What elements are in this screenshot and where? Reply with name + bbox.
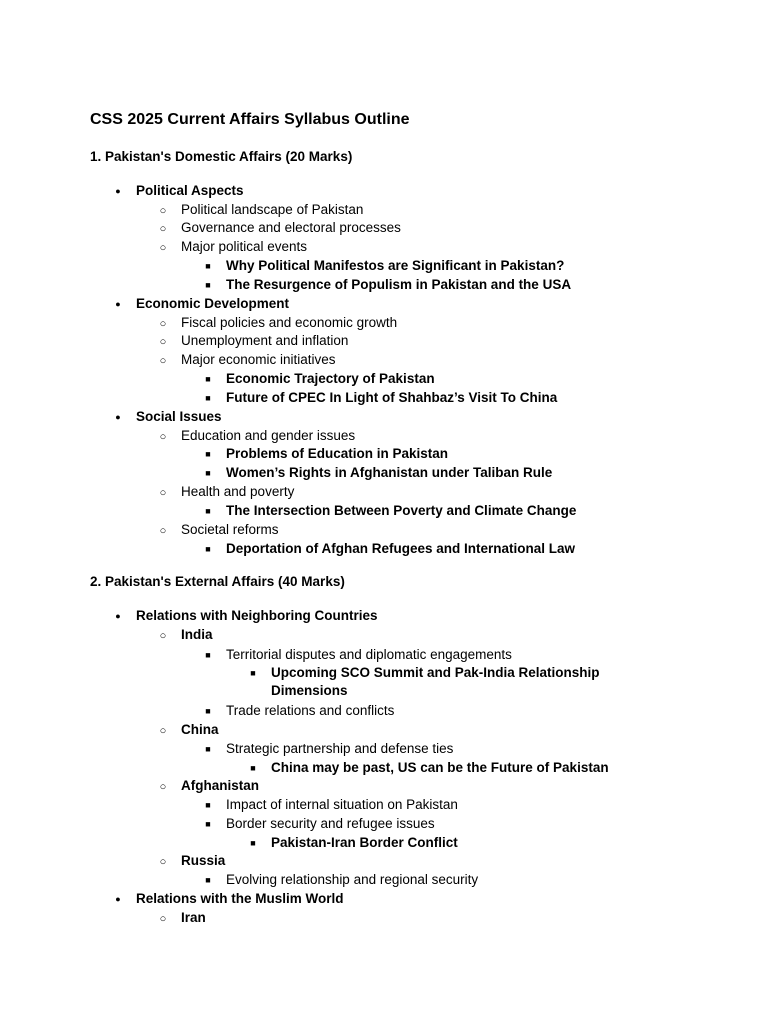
bullet-circle-icon [156,721,170,740]
document-page: CSS 2025 Current Affairs Syllabus Outline 1. Pakistan's Domestic Affairs (20 Marks) ● Political Aspects ○ Political landscape of Pakistan ○ Governance and electoral processes ○ Major political events ■ Why Political Manifestos are Significant in Pakistan? ■ The Resurgence of Populism in Pakistan and the USA ● Economic Development ○ Fiscal policies and economic growth ○ Unemployment and inflation ○ Major economic initiatives ■ Economic Trajectory of Pakistan ■ Future of CPEC In Light of Shahbaz’s Visit To China ● Social Issues ○ Education and gender issues ■ Problems of Education in Pakistan ■ Women’s Rights in Afghanistan under Taliban Rule ○ Health and poverty ■ The Intersection Between Poverty and Climate Change ○ Societal reforms ■ Deportation of Afghan Refugees and International Law 2. Pakistan's External Affairs (40 Marks) ● Relations with Neighboring Countries ○ India ■ Territorial disputes and diplomatic engagements ■ Upcoming SCO Summit and Pak-India Relationship Dimensions ■ Trade relations and conflicts ○ China ■ Strategic partnership and defense ties ■ China may be past, US can be the Future of Pakistan ○ Afghanistan ■ Impact of internal situation on Pakistan ■ Border security and refugee issues ■ Pakistan-Iran Border Conflict ○ Russia ■ Evolving relationship and regional security ● Relations with the Muslim World ○ Iran [0,0,768,1024]
bullet-disc-icon [111,295,125,314]
bullet-square-icon [246,759,260,778]
bullet-square-icon [201,796,215,815]
bullet-circle-icon [156,626,170,645]
bullet-square-icon [201,702,215,721]
bullet-circle-icon [156,314,170,333]
bullet-circle-icon [156,521,170,540]
bullet-square-icon [201,445,215,464]
section-heading-external: 2. Pakistan's External Affairs (40 Marks) [90,574,345,589]
document-title: CSS 2025 Current Affairs Syllabus Outline [90,111,410,128]
bullet-circle-icon [156,909,170,928]
bullet-circle-icon [156,777,170,796]
bullet-square-icon [201,389,215,408]
bullet-circle-icon [156,238,170,257]
bullet-square-icon [201,871,215,890]
bullet-square-icon [201,815,215,834]
bullet-square-icon [201,540,215,559]
bullet-square-icon [201,370,215,389]
bullet-disc-icon [111,182,125,201]
bullet-square-icon [201,464,215,483]
bullet-circle-icon [156,351,170,370]
bullet-square-icon [201,646,215,665]
bullet-circle-icon [156,201,170,220]
bullet-disc-icon [111,408,125,427]
bullet-disc-icon [111,890,125,909]
bullet-square-icon [246,834,260,853]
bullet-disc-icon [111,607,125,626]
bullet-circle-icon [156,332,170,351]
bullet-square-icon [201,740,215,759]
bullet-circle-icon [156,219,170,238]
bullet-circle-icon [156,852,170,871]
bullet-square-icon [246,664,260,683]
bullet-circle-icon [156,427,170,446]
bullet-square-icon [201,257,215,276]
bullet-circle-icon [156,483,170,502]
bullet-square-icon [201,276,215,295]
section-heading-domestic: 1. Pakistan's Domestic Affairs (20 Marks) [90,149,353,164]
bullet-square-icon [201,502,215,521]
